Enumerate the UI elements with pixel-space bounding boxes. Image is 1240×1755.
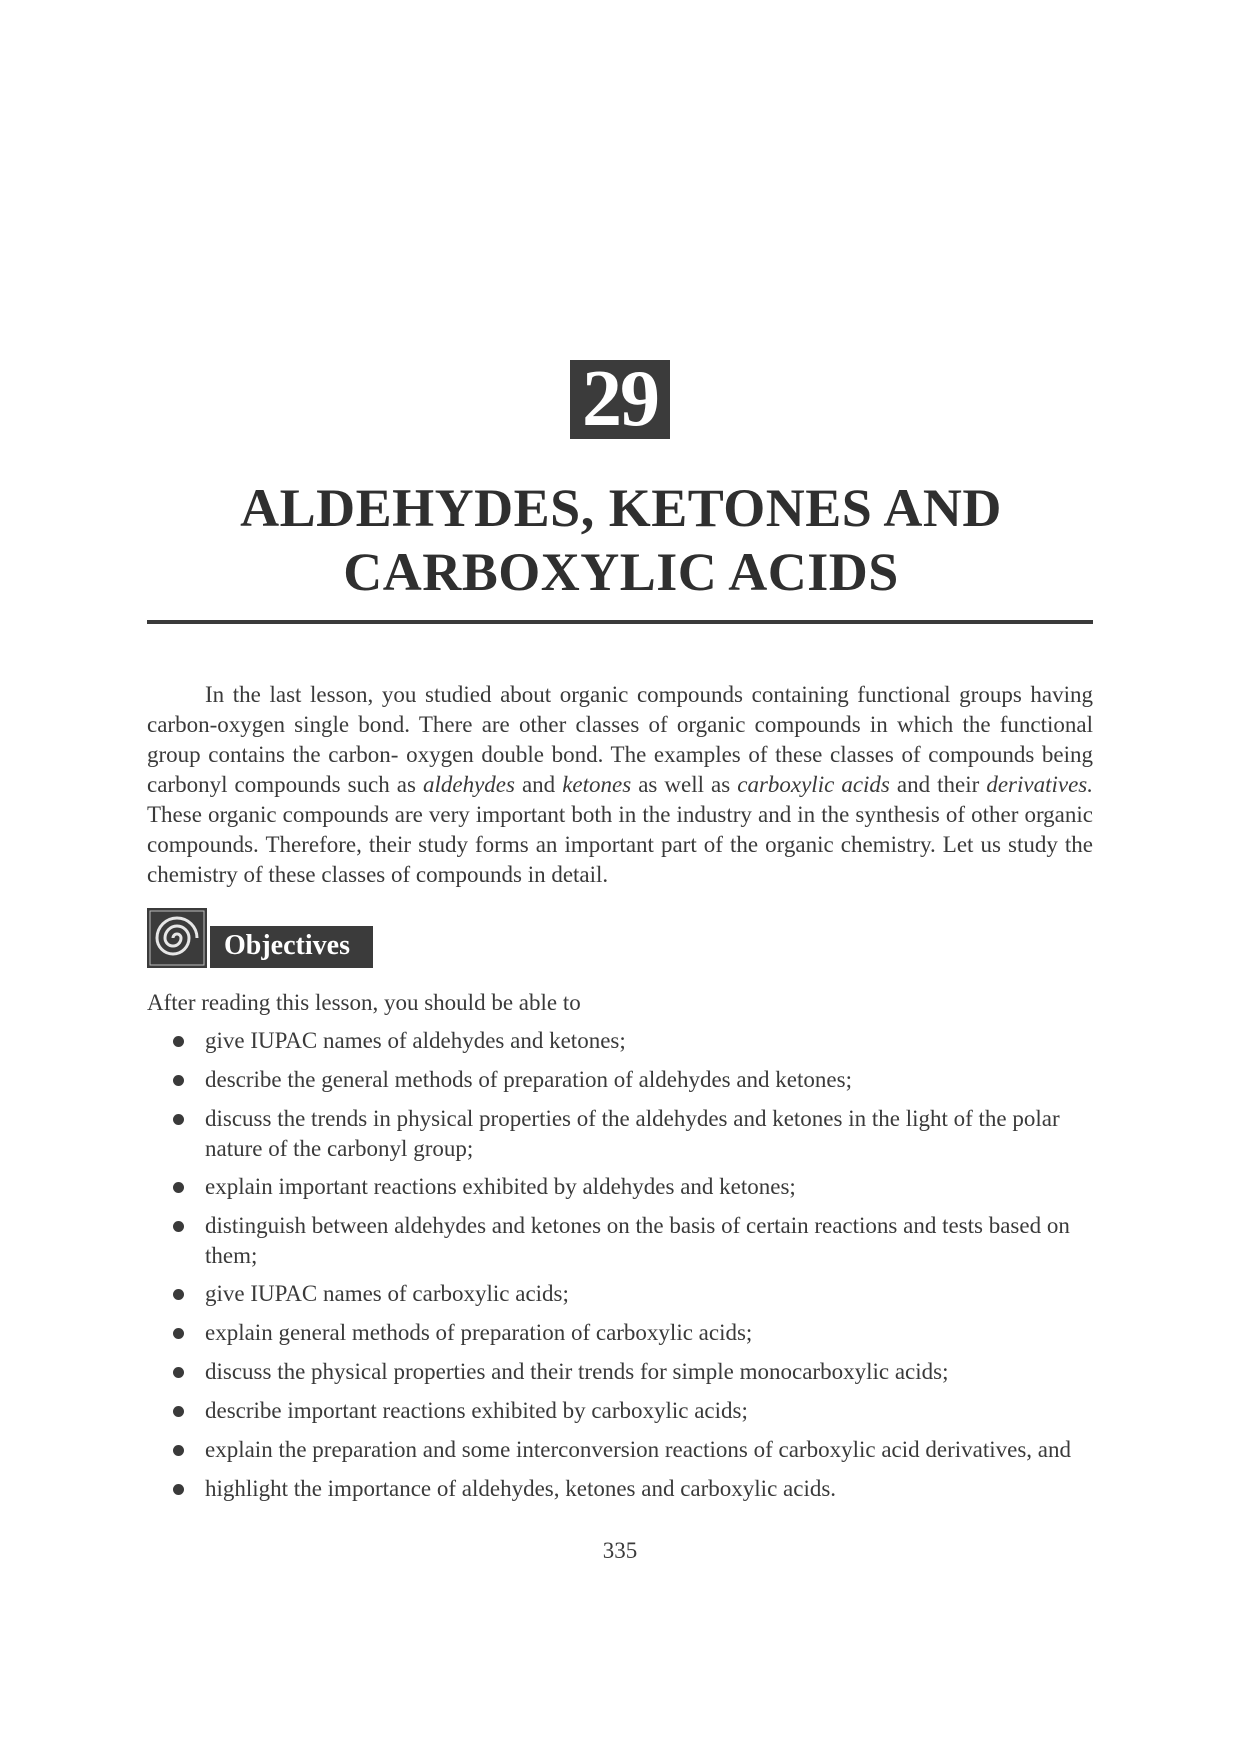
objectives-heading: Objectives — [210, 926, 373, 968]
list-item: discuss the physical properties and their trends for simple monocarboxylic acids; — [147, 1357, 1093, 1387]
chapter-title-line-2: CARBOXYLIC ACIDS — [343, 542, 899, 602]
bullet-icon — [173, 1484, 184, 1495]
page-number: 335 — [602, 1538, 638, 1563]
bullet-icon — [173, 1406, 184, 1417]
bullet-icon — [173, 1075, 184, 1086]
bullet-icon — [173, 1289, 184, 1300]
objectives-spiral-icon — [147, 908, 207, 968]
objectives-list — [147, 1026, 1093, 1513]
intro-paragraph: In the last lesson, you studied about organic compounds containing functional groups having carbon-oxygen single bond. There are other classes of organic compounds in which the functional group contains the carbon- oxygen double bond. The examples of these classes of compounds being carbonyl compounds such as aldehydes and ketones as well as carboxylic acids and their derivatives. These organic compounds are very important both in the industry and in the synthesis of other organic compounds. Therefore, their study forms an important part of the organic chemistry. Let us study the chemistry of these classes of compounds in detail. — [147, 682, 1093, 887]
bullet-icon — [173, 1445, 184, 1456]
bullet-icon — [173, 1036, 184, 1047]
chapter-title — [148, 476, 1094, 604]
list-item: give IUPAC names of aldehydes and ketones; — [147, 1026, 1093, 1056]
bullet-icon — [173, 1328, 184, 1339]
list-item: distinguish between aldehydes and ketones on the basis of certain reactions and tests based on them; — [147, 1211, 1093, 1271]
list-item: explain important reactions exhibited by aldehydes and ketones; — [147, 1172, 1093, 1202]
objectives-header — [147, 908, 377, 968]
bullet-icon — [173, 1182, 184, 1193]
bullet-icon — [173, 1114, 184, 1125]
list-item: describe important reactions exhibited by carboxylic acids; — [147, 1396, 1093, 1426]
chapter-number-badge: 29 — [570, 360, 670, 439]
bullet-icon — [173, 1367, 184, 1378]
bullet-icon — [173, 1221, 184, 1232]
list-item: explain the preparation and some interconversion reactions of carboxylic acid derivatives, and — [147, 1435, 1093, 1465]
list-item: highlight the importance of aldehydes, ketones and carboxylic acids. — [147, 1474, 1093, 1504]
chapter-title-line-1: ALDEHYDES, KETONES AND — [240, 478, 1002, 538]
list-item: discuss the trends in physical properties of the aldehydes and ketones in the light of the polar nature of the carbonyl group; — [147, 1104, 1093, 1164]
list-item: describe the general methods of preparation of aldehydes and ketones; — [147, 1065, 1093, 1095]
list-item: give IUPAC names of carboxylic acids; — [147, 1279, 1093, 1309]
list-item: explain general methods of preparation of carboxylic acids; — [147, 1318, 1093, 1348]
title-divider — [147, 620, 1093, 624]
objectives-lead: After reading this lesson, you should be able to — [147, 990, 581, 1015]
